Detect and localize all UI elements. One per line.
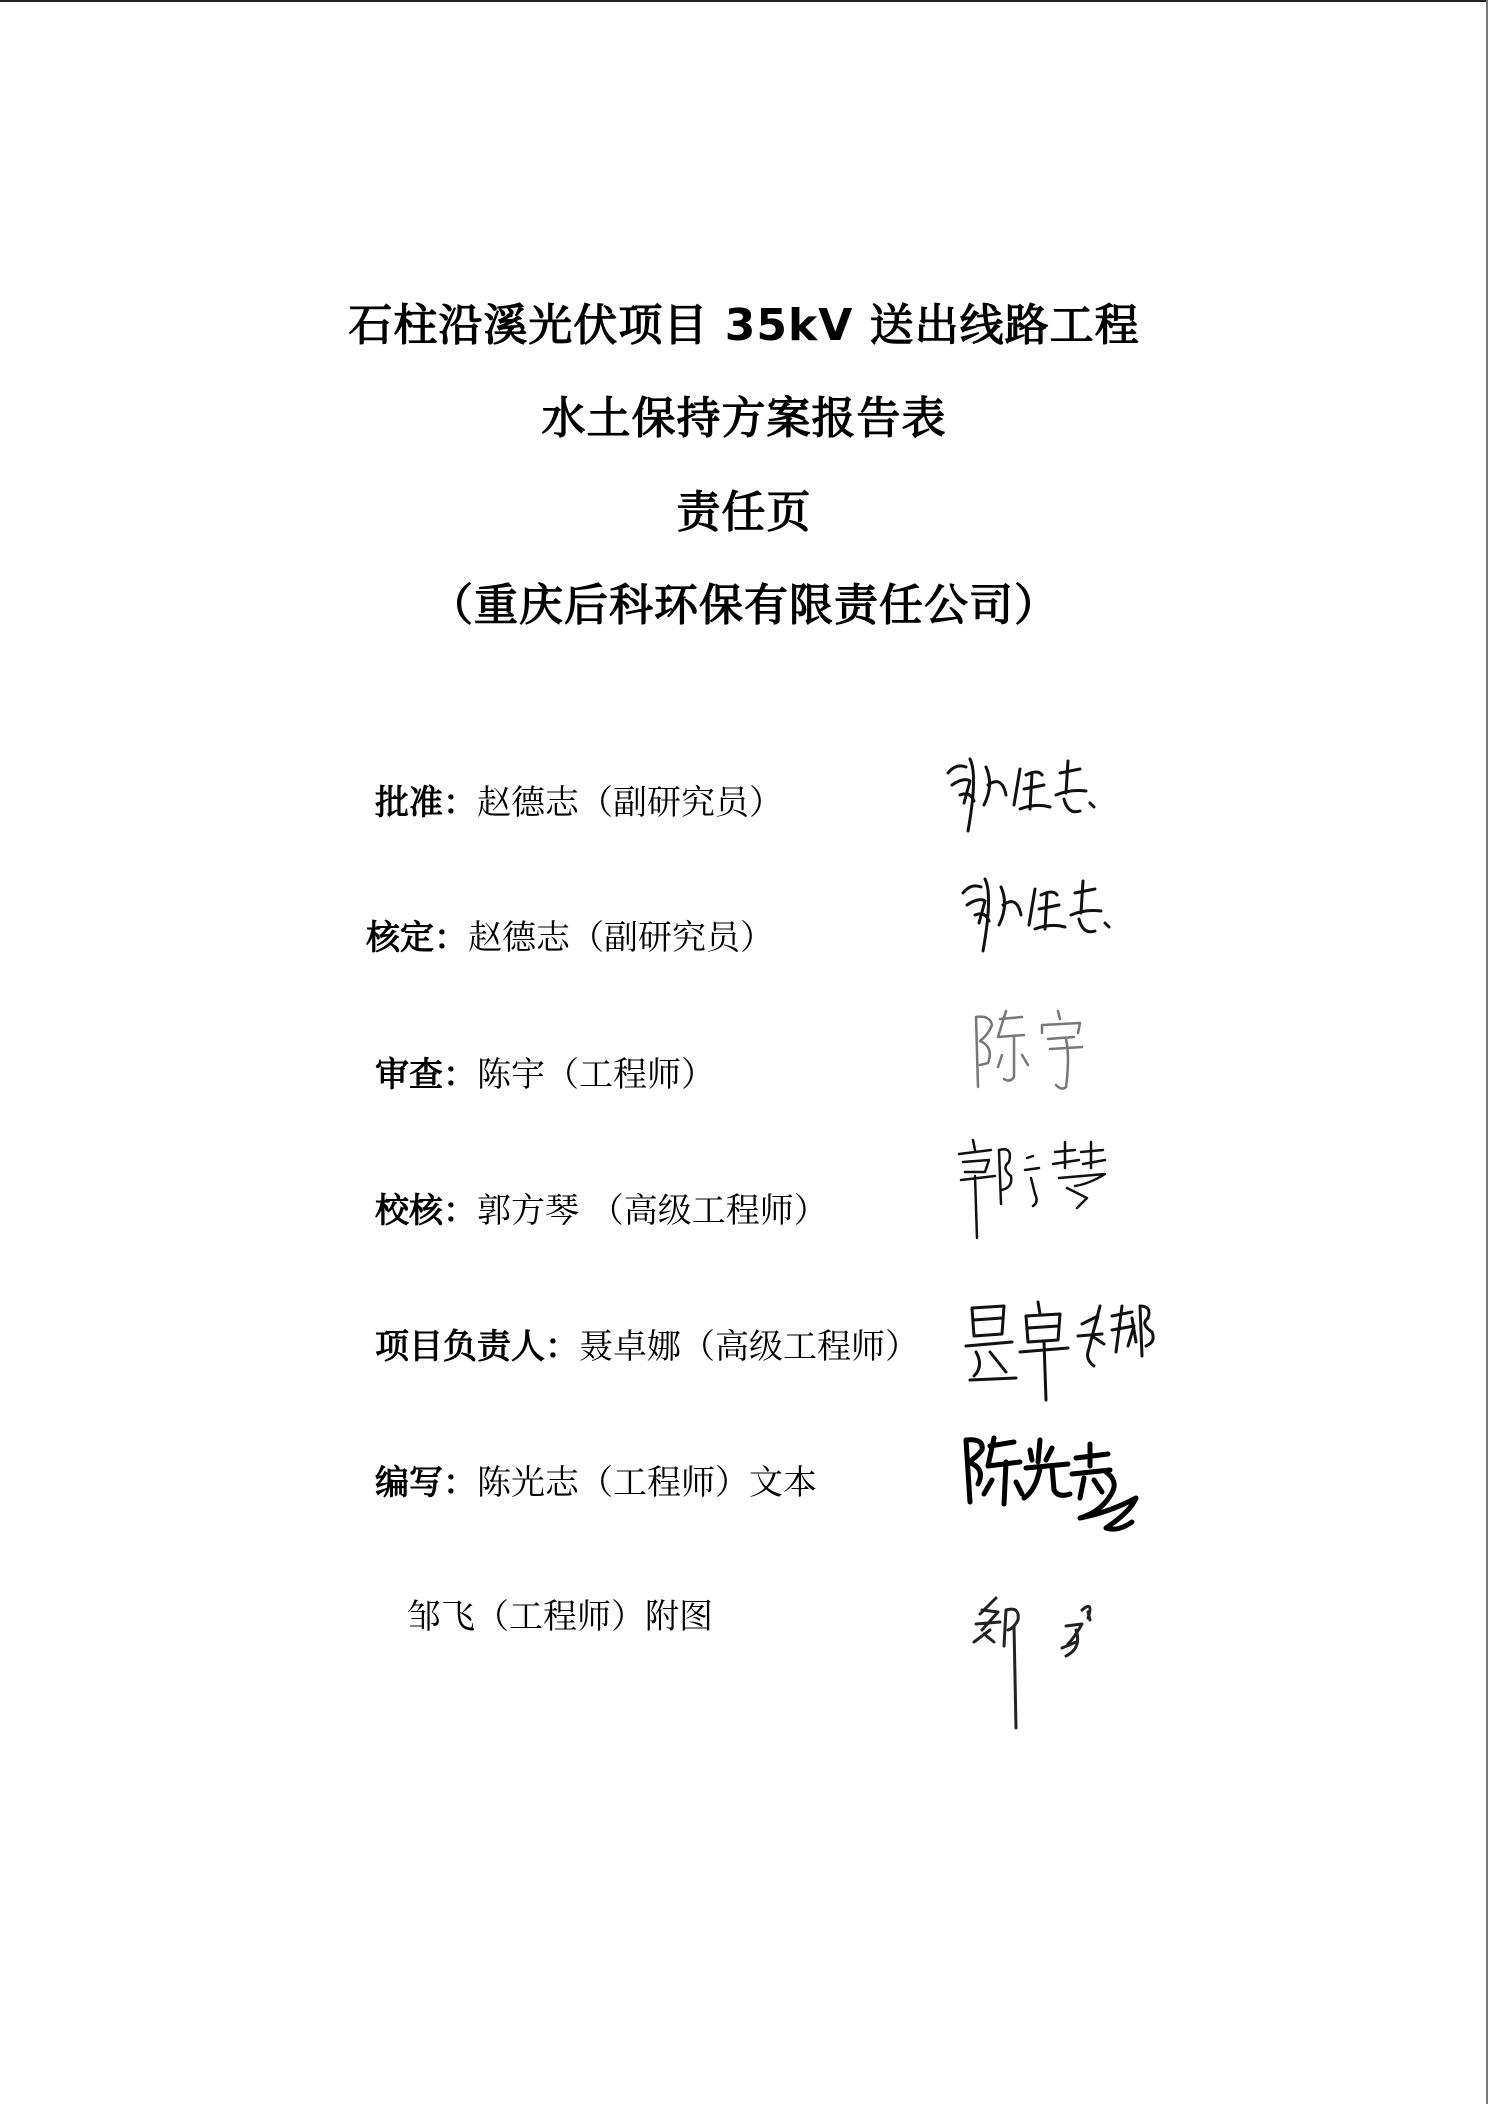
signatory-role: 项目负责人： — [375, 1327, 579, 1367]
signature-guo-fangqin — [955, 1128, 1135, 1243]
signatory-role: 审查： — [375, 1055, 477, 1095]
signature-chen-yu — [970, 1003, 1100, 1098]
signatory-role: 编写： — [375, 1463, 477, 1503]
signature-nie-zhuona — [962, 1296, 1162, 1406]
signatory-row-review — [375, 1052, 715, 1098]
signature-zhao-dezhi-1 — [940, 745, 1120, 840]
signatory-row-verify — [366, 915, 774, 961]
signatory-role: 核定： — [366, 918, 468, 958]
signatory-name: 聂卓娜（高级工程师） — [579, 1327, 919, 1367]
document-title: 石柱沿溪光伏项目 35kV 送出线路工程 — [348, 300, 1140, 351]
signatory-name: 陈光志（工程师）文本 — [477, 1463, 817, 1503]
signatory-row-author-figures — [407, 1594, 713, 1640]
signatory-name: 邹飞（工程师）附图 — [407, 1597, 713, 1637]
signatory-row-check — [375, 1188, 828, 1234]
signatory-row-project-lead — [375, 1324, 919, 1370]
company-name: （重庆后科环保有限责任公司） — [429, 580, 1059, 631]
signatory-role: 校核： — [375, 1191, 477, 1231]
signatory-name: 陈宇（工程师） — [477, 1055, 715, 1095]
signature-chen-guangzhi — [960, 1432, 1150, 1542]
signatory-name: 赵德志（副研究员） — [477, 783, 783, 823]
signatory-name: 赵德志（副研究员） — [468, 918, 774, 958]
signatory-row-author — [375, 1460, 817, 1506]
signatory-row-approve — [375, 780, 783, 826]
page-heading: 责任页 — [676, 487, 812, 538]
signatory-name: 郭方琴 （高级工程师） — [477, 1191, 828, 1231]
page-top-border — [0, 0, 1488, 2]
signature-zou-fei — [970, 1590, 1130, 1730]
signature-zhao-dezhi-2 — [955, 865, 1135, 960]
document-subtitle: 水土保持方案报告表 — [541, 393, 947, 444]
signatory-role: 批准： — [375, 783, 477, 823]
